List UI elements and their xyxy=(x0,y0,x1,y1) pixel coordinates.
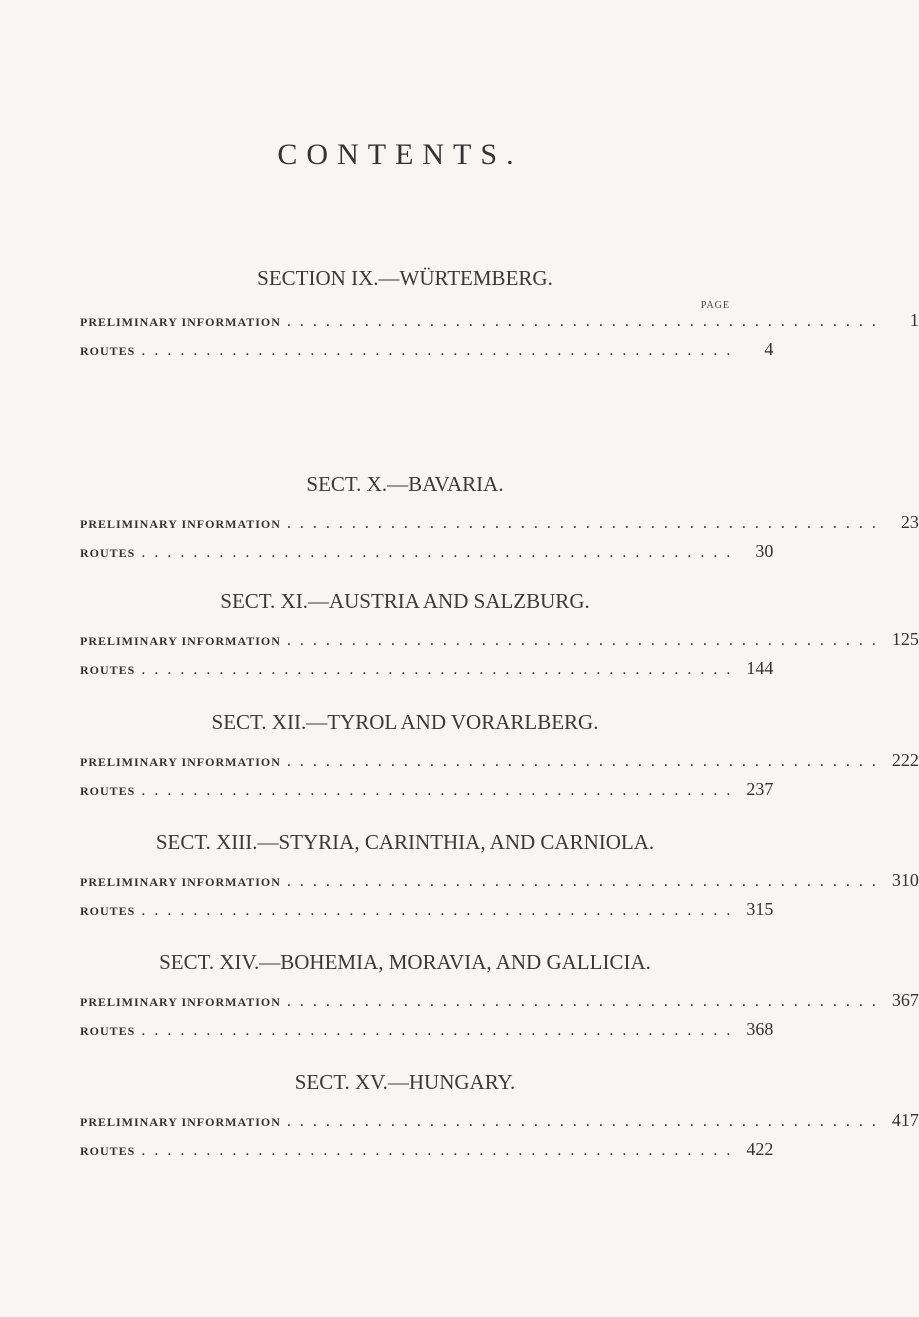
toc-entry[interactable] xyxy=(80,746,919,775)
entry-label: ROUTES xyxy=(80,344,136,358)
section-xii xyxy=(80,704,919,804)
page-column-label: PAGE xyxy=(700,300,730,311)
entry-page: 222 xyxy=(891,750,919,770)
toc-entry[interactable] xyxy=(80,537,774,566)
dot-leader: .............................................. xyxy=(286,753,885,770)
section-xv xyxy=(80,1064,919,1164)
dot-leader: .............................................. xyxy=(286,873,885,890)
dot-leader: .............................................. xyxy=(141,342,740,359)
toc-entry[interactable] xyxy=(80,866,919,895)
section-heading: SECTION IX.—WÜRTEMBERG. xyxy=(257,266,553,290)
toc-entry[interactable] xyxy=(80,654,774,683)
dot-leader: .............................................. xyxy=(141,902,740,919)
entry-label: PRELIMINARY INFORMATION xyxy=(80,315,281,329)
toc-entry[interactable] xyxy=(80,625,919,654)
dot-leader: .............................................. xyxy=(141,544,740,561)
entry-label: PRELIMINARY INFORMATION xyxy=(80,995,281,1009)
entry-label: ROUTES xyxy=(80,1144,136,1158)
entry-page: 310 xyxy=(891,870,919,890)
entry-page: 125 xyxy=(891,629,919,649)
entry-page: 417 xyxy=(891,1110,919,1130)
entry-label: ROUTES xyxy=(80,784,136,798)
toc-entry[interactable] xyxy=(80,1015,774,1044)
toc-entry[interactable] xyxy=(80,335,774,364)
section-xi xyxy=(80,583,919,683)
dot-leader: .............................................. xyxy=(286,1113,885,1130)
dot-leader: .............................................. xyxy=(286,993,885,1010)
dot-leader: .............................................. xyxy=(286,313,885,330)
toc-entry[interactable] xyxy=(80,895,774,924)
entry-label: ROUTES xyxy=(80,663,136,677)
toc-entry[interactable] xyxy=(80,1135,774,1164)
section-heading: SECT. XI.—AUSTRIA AND SALZBURG. xyxy=(220,589,590,613)
entry-page: 30 xyxy=(755,541,774,561)
entry-page: 422 xyxy=(746,1139,774,1159)
entry-page: 144 xyxy=(746,658,774,678)
entry-label: ROUTES xyxy=(80,904,136,918)
entry-label: ROUTES xyxy=(80,1024,136,1038)
toc-entry[interactable] xyxy=(80,508,919,537)
dot-leader: .............................................. xyxy=(286,515,885,532)
entry-page: 367 xyxy=(891,990,919,1010)
entry-page: 4 xyxy=(764,339,774,359)
dot-leader: .............................................. xyxy=(141,782,740,799)
entry-page: 1 xyxy=(909,310,919,330)
section-heading: SECT. XIII.—STYRIA, CARINTHIA, AND CARNIOLA. xyxy=(155,830,655,854)
section-heading: SECT. X.—BAVARIA. xyxy=(306,472,504,496)
section-heading: SECT. XII.—TYROL AND VORARLBERG. xyxy=(211,710,599,734)
entry-label: PRELIMINARY INFORMATION xyxy=(80,875,281,889)
dot-leader: .............................................. xyxy=(286,632,885,649)
toc-entry[interactable] xyxy=(80,1106,919,1135)
entry-label: PRELIMINARY INFORMATION xyxy=(80,517,281,531)
entry-page: 23 xyxy=(900,512,919,532)
entry-label: PRELIMINARY INFORMATION xyxy=(80,1115,281,1129)
entry-page: 315 xyxy=(746,899,774,919)
entry-page: 237 xyxy=(746,779,774,799)
section-heading: SECT. XIV.—BOHEMIA, MORAVIA, AND GALLICIA. xyxy=(159,950,651,974)
toc-entry[interactable] xyxy=(80,986,919,1015)
entry-page: 368 xyxy=(746,1019,774,1039)
dot-leader: .............................................. xyxy=(141,1142,740,1159)
toc-entry[interactable] xyxy=(80,306,919,335)
dot-leader: .............................................. xyxy=(141,1022,740,1039)
entry-label: PRELIMINARY INFORMATION xyxy=(80,634,281,648)
entry-label: PRELIMINARY INFORMATION xyxy=(80,755,281,769)
page-title: CONTENTS. xyxy=(277,138,523,171)
dot-leader: .............................................. xyxy=(141,661,740,678)
section-xiv xyxy=(80,944,919,1044)
section-heading: SECT. XV.—HUNGARY. xyxy=(294,1070,516,1094)
section-x xyxy=(80,466,919,566)
entry-label: ROUTES xyxy=(80,546,136,560)
section-ix xyxy=(80,260,919,364)
section-xiii xyxy=(80,824,919,924)
toc-entry[interactable] xyxy=(80,775,774,804)
